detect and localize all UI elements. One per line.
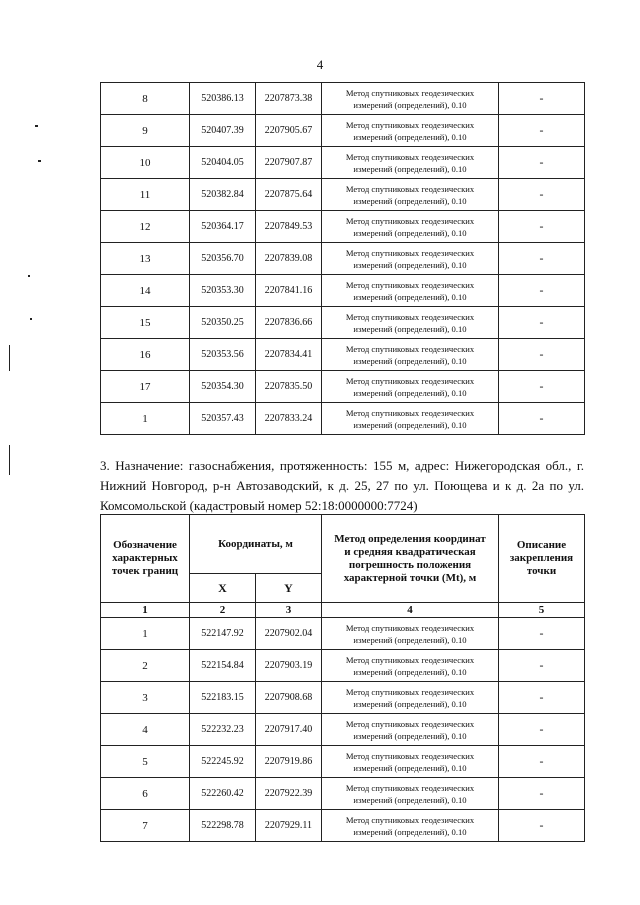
table-row — [101, 371, 585, 403]
coord-y: 2207907.87 — [256, 147, 322, 179]
column-number-row — [101, 603, 585, 618]
coord-y: 2207833.24 — [256, 403, 322, 435]
description-cell: - — [499, 371, 585, 403]
method-text: измерений (определений), 0.10 — [353, 387, 467, 398]
point-number: 9 — [101, 115, 190, 147]
table-row — [101, 810, 585, 842]
description-cell: - — [499, 618, 585, 650]
description-cell: - — [499, 307, 585, 339]
method-cell — [322, 650, 499, 682]
header-y: Y — [256, 574, 322, 603]
coord-y: 2207849.53 — [256, 211, 322, 243]
method-cell — [322, 83, 499, 115]
coord-x: 522232.23 — [190, 714, 256, 746]
method-text: Метод спутниковых геодезических — [345, 343, 475, 354]
column-number: 5 — [499, 603, 585, 618]
method-text: измерений (определений), 0.10 — [353, 195, 467, 206]
column-number: 3 — [256, 603, 322, 618]
description-cell: - — [499, 211, 585, 243]
table-row — [101, 650, 585, 682]
scan-mark — [35, 125, 38, 127]
scan-mark — [9, 445, 10, 475]
table-row — [101, 243, 585, 275]
method-cell — [322, 778, 499, 810]
header-text: и средняя квадратическая — [344, 545, 476, 558]
table-row — [101, 618, 585, 650]
coord-y: 2207908.68 — [256, 682, 322, 714]
description-cell: - — [499, 275, 585, 307]
coordinates-table-continued — [100, 82, 585, 435]
column-number: 1 — [101, 603, 190, 618]
description-cell: - — [499, 403, 585, 435]
method-text: Метод спутниковых геодезических — [345, 183, 475, 194]
point-number: 15 — [101, 307, 190, 339]
description-cell: - — [499, 339, 585, 371]
coord-y: 2207902.04 — [256, 618, 322, 650]
point-number: 1 — [101, 618, 190, 650]
method-text: Метод спутниковых геодезических — [345, 686, 475, 697]
header-point-designation — [101, 515, 190, 603]
method-text: измерений (определений), 0.10 — [353, 698, 467, 709]
header-method — [322, 515, 499, 603]
coord-y: 2207839.08 — [256, 243, 322, 275]
header-text: Метод определения координат — [334, 532, 486, 545]
method-text: Метод спутниковых геодезических — [345, 247, 475, 258]
coord-y: 2207919.86 — [256, 746, 322, 778]
method-cell — [322, 243, 499, 275]
method-text: Метод спутниковых геодезических — [345, 622, 475, 633]
method-text: Метод спутниковых геодезических — [345, 750, 475, 761]
description-cell: - — [499, 746, 585, 778]
method-text: Метод спутниковых геодезических — [345, 311, 475, 322]
table2-body — [101, 618, 585, 842]
coord-y: 2207917.40 — [256, 714, 322, 746]
point-number: 3 — [101, 682, 190, 714]
header-coordinates: Координаты, м — [190, 515, 322, 574]
point-number: 17 — [101, 371, 190, 403]
method-text: измерений (определений), 0.10 — [353, 826, 467, 837]
coord-x: 520353.56 — [190, 339, 256, 371]
header-text: точек границ — [111, 565, 179, 577]
method-text: измерений (определений), 0.10 — [353, 99, 467, 110]
method-cell — [322, 307, 499, 339]
coord-x: 522245.92 — [190, 746, 256, 778]
header-x: X — [190, 574, 256, 603]
method-text: измерений (определений), 0.10 — [353, 419, 467, 430]
method-text: Метод спутниковых геодезических — [345, 782, 475, 793]
coord-x: 520357.43 — [190, 403, 256, 435]
description-cell: - — [499, 147, 585, 179]
table-row — [101, 211, 585, 243]
coord-y: 2207922.39 — [256, 778, 322, 810]
method-text: измерений (определений), 0.10 — [353, 794, 467, 805]
method-text: Метод спутниковых геодезических — [345, 151, 475, 162]
description-cell: - — [499, 115, 585, 147]
coord-y: 2207929.11 — [256, 810, 322, 842]
method-cell — [322, 403, 499, 435]
table-row — [101, 275, 585, 307]
method-cell — [322, 371, 499, 403]
scan-mark — [9, 345, 10, 371]
method-text: измерений (определений), 0.10 — [353, 355, 467, 366]
header-text: погрешность положения — [348, 558, 472, 571]
scan-mark — [38, 160, 41, 162]
coord-y: 2207903.19 — [256, 650, 322, 682]
coord-x: 520350.25 — [190, 307, 256, 339]
method-text: Метод спутниковых геодезических — [345, 87, 475, 98]
table-row — [101, 83, 585, 115]
table-row — [101, 115, 585, 147]
point-number: 5 — [101, 746, 190, 778]
section-3-paragraph: 3. Назначение: газоснабжения, протяженность: 155 м, адрес: Нижегородская обл., г. Нижний Новгород, р-н Автозаводский, к д. 25, 27 по ул. Поющева и к д. 2а по ул. Комсомольской (кадастровый номер 52:18:0000000:7724) — [100, 458, 584, 513]
method-cell — [322, 275, 499, 307]
coord-y: 2207875.64 — [256, 179, 322, 211]
method-cell — [322, 618, 499, 650]
coord-x: 522183.15 — [190, 682, 256, 714]
coord-x: 520404.05 — [190, 147, 256, 179]
description-cell: - — [499, 682, 585, 714]
coord-x: 520386.13 — [190, 83, 256, 115]
description-cell: - — [499, 810, 585, 842]
method-text: измерений (определений), 0.10 — [353, 730, 467, 741]
coord-y: 2207835.50 — [256, 371, 322, 403]
method-text: измерений (определений), 0.10 — [353, 634, 467, 645]
coord-x: 520356.70 — [190, 243, 256, 275]
method-text: измерений (определений), 0.10 — [353, 291, 467, 302]
coord-x: 520407.39 — [190, 115, 256, 147]
point-number: 4 — [101, 714, 190, 746]
description-cell: - — [499, 714, 585, 746]
header-text: Описание — [516, 539, 567, 551]
scan-mark — [28, 275, 30, 277]
method-text: Метод спутниковых геодезических — [345, 814, 475, 825]
method-cell — [322, 211, 499, 243]
header-text: точки — [526, 565, 557, 577]
point-number: 10 — [101, 147, 190, 179]
description-cell: - — [499, 243, 585, 275]
header-text: характерной точки (Mt), м — [343, 571, 477, 584]
method-text: Метод спутниковых геодезических — [345, 375, 475, 386]
method-text: Метод спутниковых геодезических — [345, 279, 475, 290]
method-text: измерений (определений), 0.10 — [353, 227, 467, 238]
method-text: измерений (определений), 0.10 — [353, 762, 467, 773]
header-text: Обозначение — [113, 539, 177, 551]
coord-y: 2207834.41 — [256, 339, 322, 371]
table-row — [101, 179, 585, 211]
coordinates-table-section-3 — [100, 514, 585, 842]
point-number: 14 — [101, 275, 190, 307]
method-cell — [322, 115, 499, 147]
method-text: Метод спутниковых геодезических — [345, 119, 475, 130]
point-number: 2 — [101, 650, 190, 682]
description-cell: - — [499, 179, 585, 211]
method-cell — [322, 179, 499, 211]
table-row — [101, 778, 585, 810]
method-text: измерений (определений), 0.10 — [353, 666, 467, 677]
table-row — [101, 714, 585, 746]
point-number: 6 — [101, 778, 190, 810]
table-row — [101, 746, 585, 778]
coord-y: 2207873.38 — [256, 83, 322, 115]
point-number: 16 — [101, 339, 190, 371]
table-row — [101, 339, 585, 371]
column-number: 4 — [322, 603, 499, 618]
description-cell: - — [499, 83, 585, 115]
method-text: Метод спутниковых геодезических — [345, 654, 475, 665]
coord-x: 520382.84 — [190, 179, 256, 211]
coord-x: 520354.30 — [190, 371, 256, 403]
table-row — [101, 403, 585, 435]
point-number: 13 — [101, 243, 190, 275]
coord-x: 520364.17 — [190, 211, 256, 243]
method-cell — [322, 339, 499, 371]
method-cell — [322, 682, 499, 714]
description-cell: - — [499, 778, 585, 810]
header-text: закрепления — [509, 552, 574, 564]
coord-y: 2207905.67 — [256, 115, 322, 147]
column-number: 2 — [190, 603, 256, 618]
point-number: 1 — [101, 403, 190, 435]
coord-x: 520353.30 — [190, 275, 256, 307]
scan-mark — [30, 318, 32, 320]
method-cell — [322, 810, 499, 842]
method-cell — [322, 714, 499, 746]
point-number: 8 — [101, 83, 190, 115]
method-text: Метод спутниковых геодезических — [345, 215, 475, 226]
coord-y: 2207836.66 — [256, 307, 322, 339]
coord-x: 522154.84 — [190, 650, 256, 682]
method-text: измерений (определений), 0.10 — [353, 131, 467, 142]
coord-x: 522260.42 — [190, 778, 256, 810]
header-description — [499, 515, 585, 603]
point-number: 12 — [101, 211, 190, 243]
header-text: характерных — [112, 552, 178, 564]
coord-y: 2207841.16 — [256, 275, 322, 307]
table-row — [101, 682, 585, 714]
page-number: 4 — [316, 57, 324, 72]
method-cell — [322, 746, 499, 778]
description-cell: - — [499, 650, 585, 682]
method-text: измерений (определений), 0.10 — [353, 163, 467, 174]
table-row — [101, 307, 585, 339]
method-text: Метод спутниковых геодезических — [345, 407, 475, 418]
method-text: измерений (определений), 0.10 — [353, 259, 467, 270]
point-number: 7 — [101, 810, 190, 842]
method-text: измерений (определений), 0.10 — [353, 323, 467, 334]
table-row — [101, 147, 585, 179]
coord-x: 522298.78 — [190, 810, 256, 842]
method-cell — [322, 147, 499, 179]
coord-x: 522147.92 — [190, 618, 256, 650]
table1-body — [101, 83, 585, 435]
point-number: 11 — [101, 179, 190, 211]
method-text: Метод спутниковых геодезических — [345, 718, 475, 729]
